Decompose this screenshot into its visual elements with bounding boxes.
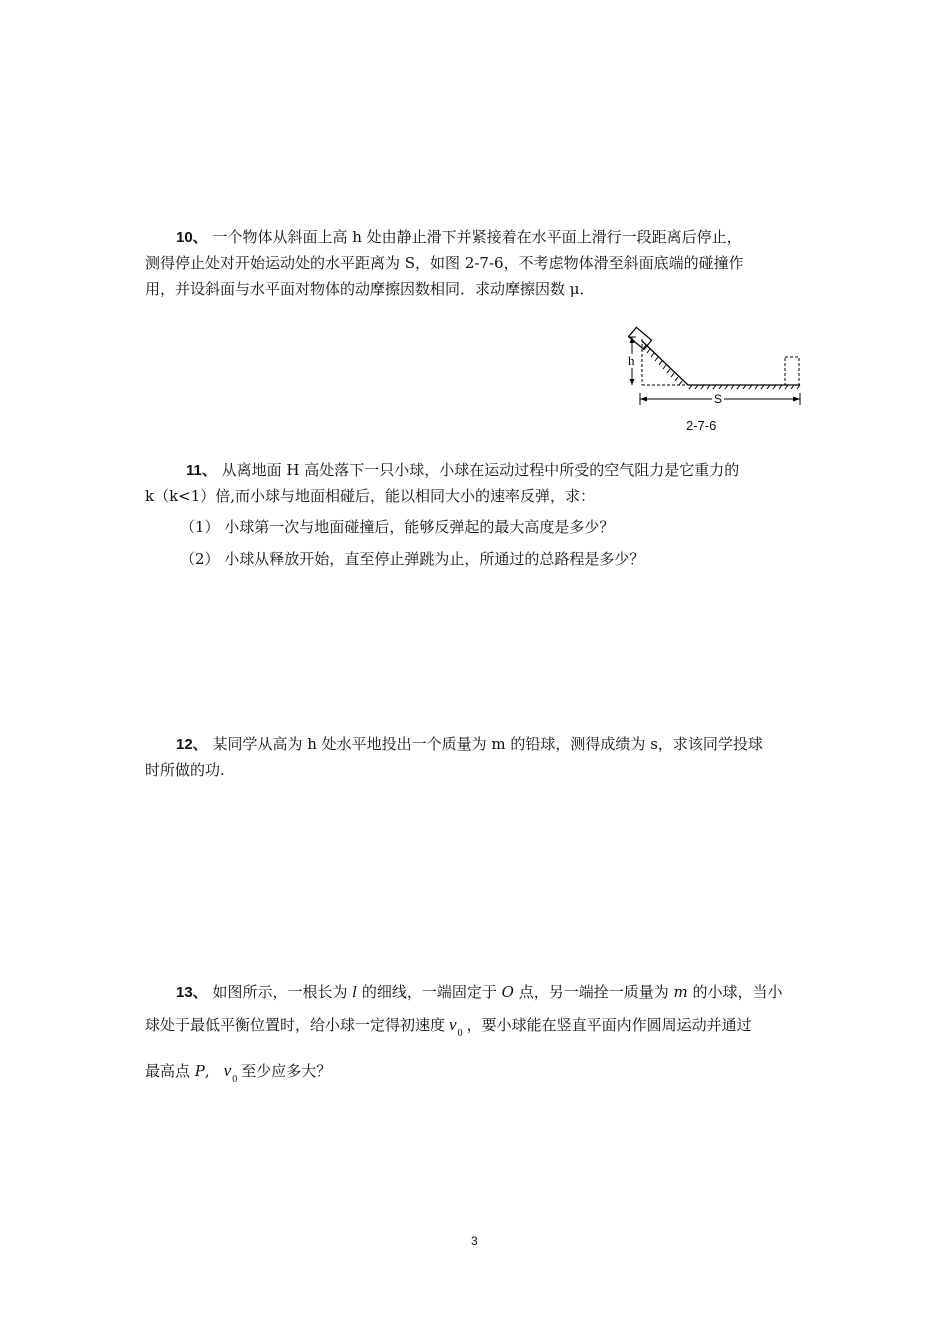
q10-text-1: 一个物体从斜面上高 h 处由静止滑下并紧接着在水平面上滑行一段距离后停止， [212,228,742,246]
q11-line2: k（k<1）倍,而小球与地面相碰后，能以相同大小的速率反弹，求： [145,487,596,505]
s-label: S [714,392,723,406]
q12-line1 [176,731,763,758]
q13-text-1d: 的小球，当小 [687,983,783,1001]
q10-number: 10、 [176,229,208,246]
q13-text-3b: , [204,1062,210,1080]
q12-number: 12、 [176,736,208,753]
q10-line2: 测得停止处对开始运动处的水平距离为 S，如图 2-7-6，不考虑物体滑至斜面底端的碰撞作 [145,254,744,272]
q13-text-3a: 最高点 [145,1062,195,1080]
incline-line [642,341,688,385]
h-label: h [628,353,635,368]
q13-text-1a: 如图所示，一根长为 [212,983,353,1001]
q13-text-2a: 球处于最低平衡位置时，给小球一定得初速度 [145,1016,446,1034]
q13-text-3c: 至少应多大？ [241,1062,332,1080]
q13-var-l: l [352,983,358,1001]
q13-line1 [176,979,782,1006]
q13-var-P: P [194,1062,205,1080]
q11-sub1: （1） 小球第一次与地面碰撞后，能够反弹起的最大高度是多少？ [180,518,615,536]
q13-v0-symbol-2 [224,1058,238,1087]
q13-text-1b: 的细线，一端固定于 [357,983,502,1001]
q13-number: 13、 [176,984,208,1001]
q11-text-1: 从离地面 H 高处落下一只小球，小球在运动过程中所受的空气阻力是它重力的 [221,461,740,479]
q13-text-1c: 点，另一端拴一质量为 [513,983,674,1001]
q13-v0-main-2: v [223,1061,232,1080]
q13-line2 [145,1012,752,1041]
incline-figure [620,325,810,410]
q13-v0-sub-2: 0 [232,1074,238,1085]
q10-line1 [176,224,742,251]
incline-hatch [643,345,682,385]
q13-line3 [145,1058,331,1087]
page-number: 3 [471,1234,478,1248]
q11-line1 [186,457,739,484]
q13-v0-sub: 0 [457,1028,463,1039]
h-arrow-bottom [630,379,635,385]
s-arrow-right [793,397,800,402]
q10-line3: 用，并设斜面与水平面对物体的动摩擦因数相同．求动摩擦因数 μ． [145,280,595,298]
q12-line2: 时所做的功. [145,761,225,779]
q11-number: 11、 [186,462,217,479]
q13-v0-symbol [449,1012,463,1041]
q13-v0-main: v [449,1015,457,1034]
q13-text-2b: ，要小球能在竖直平面内作圆周运动并通过 [466,1016,752,1034]
final-block-dashed [785,357,799,385]
q13-var-m: m [673,983,688,1001]
s-arrow-left [640,397,647,402]
q12-text-1: 某同学从高为 h 处水平地投出一个质量为 m 的铅球，测得成绩为 s，求该同学投球 [212,735,763,753]
q11-sub2: （2） 小球从释放开始，直至停止弹跳为止，所通过的总路程是多少？ [180,550,645,568]
figure-caption: 2-7-6 [686,418,717,433]
q13-var-O: O [501,983,514,1001]
